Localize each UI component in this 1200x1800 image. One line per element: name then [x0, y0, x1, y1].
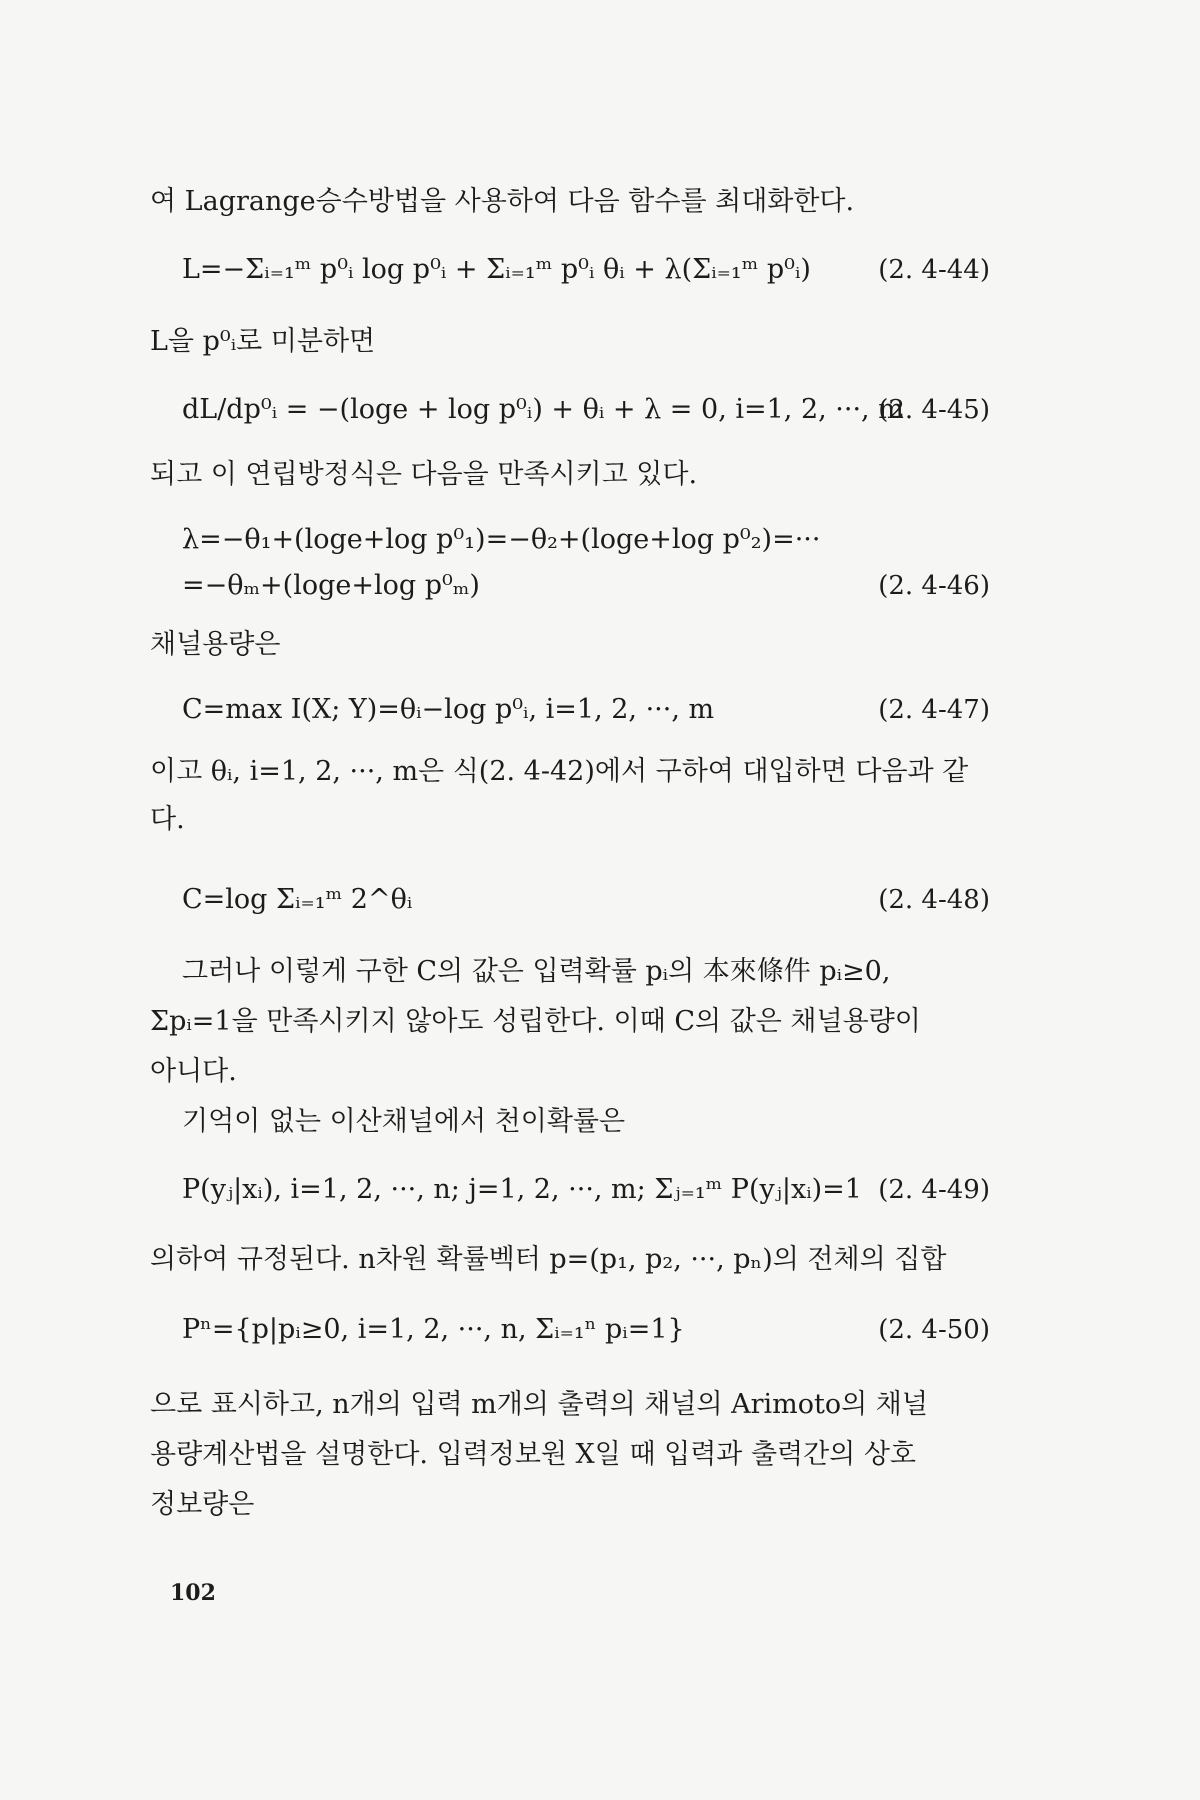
text-line: 용량계산법을 설명한다. 입력정보원 X일 때 입력과 출력간의 상호: [150, 1439, 917, 1470]
equation-number: (2. 4-47): [878, 695, 990, 725]
equation-2-4-46-line-1: λ=−θ₁+(loge+log p⁰₁)=−θ₂+(loge+log p⁰₂)=···: [182, 524, 821, 555]
text-line: 기억이 없는 이산채널에서 천이확률은: [182, 1106, 626, 1137]
equation-number: (2. 4-46): [878, 571, 990, 601]
equation-number: (2. 4-44): [878, 255, 990, 285]
equation-2-4-45: dL/dp⁰ᵢ = −(loge + log p⁰ᵢ) + θᵢ + λ = 0, i=1, 2, ···, m: [182, 394, 904, 425]
text-line: 여 Lagrange승수방법을 사용하여 다음 함수를 최대화한다.: [150, 186, 855, 217]
text-line: 다.: [150, 804, 185, 835]
text-line: 정보량은: [150, 1489, 255, 1520]
text-line: 채널용량은: [150, 629, 281, 660]
equation-2-4-46-line-2: =−θₘ+(loge+log p⁰ₘ): [182, 570, 480, 601]
equation-number: (2. 4-48): [878, 885, 990, 915]
equation-2-4-49: P(yⱼ|xᵢ), i=1, 2, ···, n; j=1, 2, ···, m; Σⱼ₌₁ᵐ P(yⱼ|xᵢ)=1: [182, 1174, 862, 1205]
equation-2-4-48: C=log Σᵢ₌₁ᵐ 2^θᵢ: [182, 884, 413, 915]
text-line: L을 p⁰ᵢ로 미분하면: [150, 326, 376, 357]
equation-2-4-47: C=max I(X; Y)=θᵢ−log p⁰ᵢ, i=1, 2, ···, m: [182, 694, 715, 725]
text-line: 되고 이 연립방정식은 다음을 만족시키고 있다.: [150, 459, 698, 490]
equation-number: (2. 4-45): [878, 395, 990, 425]
page-number: 102: [170, 1580, 216, 1606]
equation-number: (2. 4-50): [878, 1315, 990, 1345]
text-line: 의하여 규정된다. n차원 확률벡터 p=(p₁, p₂, ···, pₙ)의 전체의 집합: [150, 1244, 947, 1275]
equation-2-4-44: L=−Σᵢ₌₁ᵐ p⁰ᵢ log p⁰ᵢ + Σᵢ₌₁ᵐ p⁰ᵢ θᵢ + λ(Σᵢ₌₁ᵐ p⁰ᵢ): [182, 254, 811, 285]
text-line: 그러나 이렇게 구한 C의 값은 입력확률 pᵢ의 本來條件 pᵢ≥0,: [182, 956, 891, 987]
text-line: Σpᵢ=1을 만족시키지 않아도 성립한다. 이때 C의 값은 채널용량이: [150, 1006, 921, 1037]
text-line: 으로 표시하고, n개의 입력 m개의 출력의 채널의 Arimoto의 채널: [150, 1389, 928, 1420]
equation-2-4-50: Pⁿ={p|pᵢ≥0, i=1, 2, ···, n, Σᵢ₌₁ⁿ pᵢ=1}: [182, 1314, 685, 1345]
text-line: 이고 θᵢ, i=1, 2, ···, m은 식(2. 4-42)에서 구하여 대입하면 다음과 같: [150, 756, 969, 787]
text-line: 아니다.: [150, 1056, 237, 1087]
equation-number: (2. 4-49): [878, 1175, 990, 1205]
